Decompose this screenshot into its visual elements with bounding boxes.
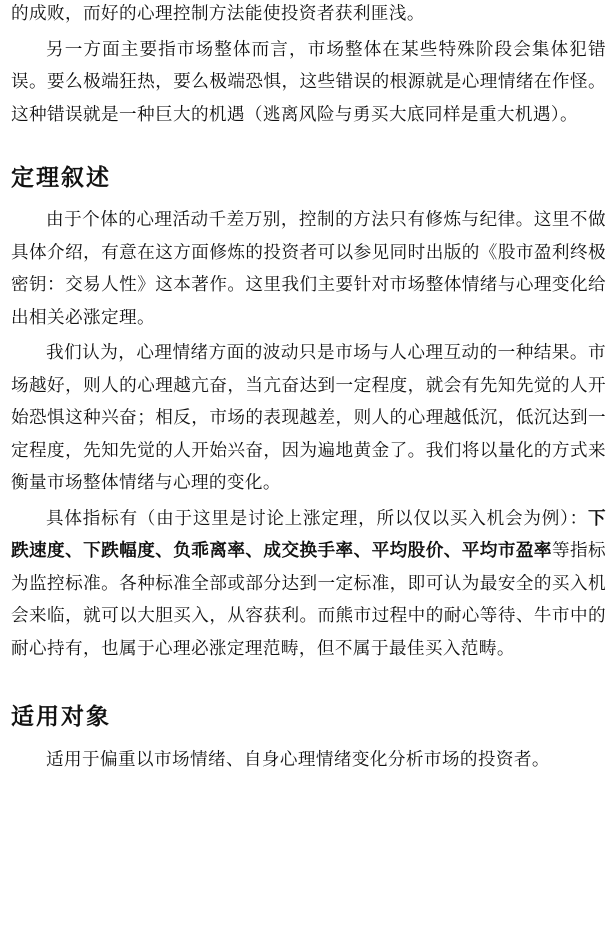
paragraph-definition-2: 我们认为，心理情绪方面的波动只是市场与人心理互动的一种结果。市场越好，则人的心理越亢奋，当亢奋达到一定程度，就会有先知先觉的人开始恐惧这种兴奋；相反，市场的表现越差，则人的心理越低沉，低沉达到一定程度，先知先觉的人开始兴奋，因为遍地黄金了。我们将以量化的方式来衡量市场整体情绪与心理的变化。 [11, 343, 606, 493]
paragraph-applicable-1: 适用于偏重以市场情绪、自身心理情绪变化分析市场的投资者。 [46, 750, 550, 770]
indicators-bold-list: 下跌速度、下跌幅度、负乖离率、成交换手率、平均股价、平均市盈率 [11, 508, 606, 561]
indicators-rest-text: 等指标为监控标准。各种标准全部或部分达到一定标准，即可认为最安全的买入机会来临，就可以大胆买入，从容获利。而熊市过程中的耐心等待、牛市中的耐心持有，也属于心理必涨定理范畴，但不属于最佳买入范畴。 [11, 541, 606, 659]
paragraph-market-overall: 另一方面主要指市场整体而言，市场整体在某些特殊阶段会集体犯错误。要么极端狂热，要么极端恐惧，这些错误的根源就是心理情绪在作怪。这种错误就是一种巨大的机遇（逃离风险与勇买大底同样是重大机遇）。 [11, 39, 606, 125]
paragraph-definition-1: 由于个体的心理活动千差万别，控制的方法只有修炼与纪律。这里不做具体介绍，有意在这方面修炼的投资者可以参见同时出版的《股市盈利终极密钥：交易人性》这本著作。这里我们主要针对市场整体情绪与心理变化给出相关必涨定理。 [11, 210, 606, 328]
section-heading-definition: 定理叙述 [11, 165, 111, 191]
indicators-intro-text: 具体指标有（由于这里是讨论上涨定理，所以仅以买入机会为例）： [46, 508, 588, 529]
paragraph-definition-3 [11, 503, 606, 666]
section-heading-applicable: 适用对象 [11, 704, 111, 730]
paragraph-lead: 的成败，而好的心理控制方法能使投资者获利匪浅。 [11, 4, 425, 24]
